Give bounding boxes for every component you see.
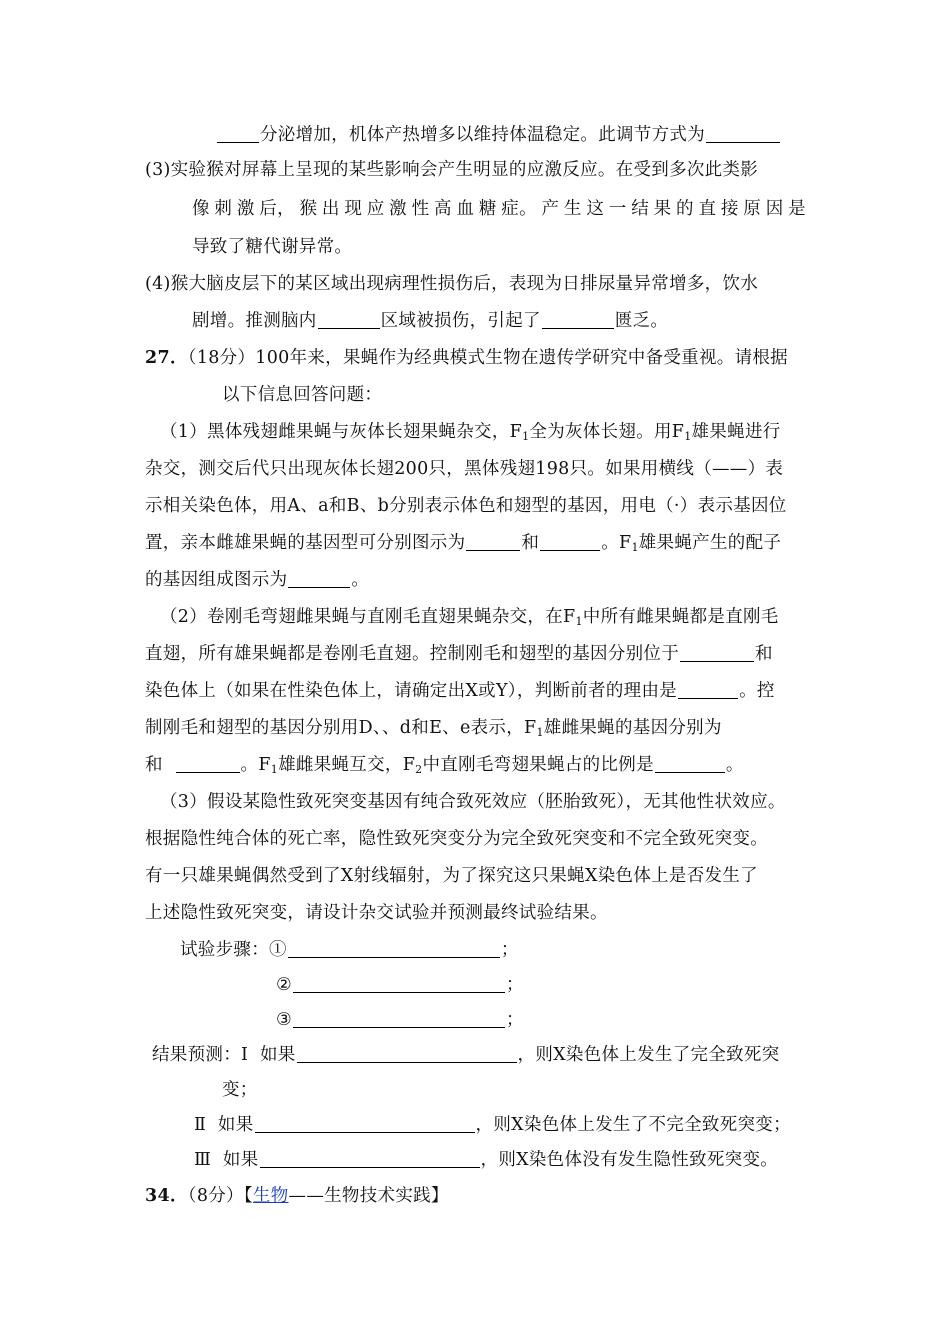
text-segment: 有一只雄果蝇偶然受到了X射线辐射，为了探究这只果蝇X染色体上是否发生了	[145, 866, 758, 886]
answer-blank[interactable]	[655, 755, 725, 773]
answer-blank[interactable]	[288, 940, 500, 958]
text-line-3	[192, 198, 806, 220]
text-line-9	[160, 421, 781, 448]
subscript: 1	[270, 763, 279, 776]
text-segment: 直翅，所有雄果蝇都是卷刚毛直翅。控制刚毛和翅型的基因分别位于	[145, 644, 679, 664]
question-34-header	[145, 1185, 449, 1207]
answer-blank[interactable]	[542, 311, 614, 329]
text-segment: 雄果蝇进行	[691, 422, 781, 442]
answer-blank[interactable]	[318, 311, 380, 329]
text-segment: ，则X染色体没有发生隐性致死突变。	[480, 1150, 779, 1170]
subscript: 1	[631, 541, 639, 554]
text-segment: 和	[521, 533, 540, 553]
text-segment: 置，亲本雌雄果蝇的基因型可分别图示为	[145, 533, 466, 553]
text-segment: 和	[755, 644, 773, 664]
text-line-22	[145, 902, 608, 924]
text-segment: （8分）【	[187, 1186, 253, 1206]
text-line-19	[160, 791, 786, 813]
text-segment: 制刚毛和翅型的基因分别用D、、d和E、e表示，F	[145, 718, 537, 738]
text-segment: Ⅲ 如果	[194, 1150, 259, 1170]
text-line-13	[145, 569, 369, 591]
text-segment: 。	[351, 570, 370, 590]
text-segment: （1）黑体残翅雌果蝇与灰体长翅果蝇杂交，F	[160, 422, 523, 442]
answer-blank[interactable]	[293, 1010, 505, 1028]
biology-link[interactable]: 生物	[252, 1186, 289, 1206]
text-segment: 和	[145, 755, 163, 775]
text-line-20	[145, 828, 768, 850]
question-number: 27．	[145, 348, 188, 368]
char: 接	[720, 199, 739, 219]
subscript: 1	[684, 430, 692, 443]
text-segment: 匮乏。	[614, 311, 669, 331]
char: 是	[788, 199, 806, 219]
answer-blank[interactable]	[293, 975, 505, 993]
text-segment: ；	[500, 940, 519, 960]
subscript: 1	[536, 726, 544, 739]
answer-blank[interactable]	[255, 1115, 475, 1133]
char: 像	[192, 199, 210, 219]
text-segment: 。F	[601, 533, 632, 553]
char: 高	[434, 199, 452, 219]
experiment-step-3	[276, 1009, 524, 1031]
char: 激	[389, 199, 407, 219]
text-line-6	[192, 310, 668, 332]
text-line-16	[145, 680, 775, 702]
answer-blank[interactable]	[176, 755, 240, 773]
text-segment: 中直刚毛弯翅果蝇占的比例是	[422, 755, 654, 775]
text-segment: （3）假设某隐性致死突变基因有纯合致死效应（胚胎致死），无其他性状效应。	[160, 792, 786, 812]
char: 一	[608, 199, 627, 219]
char: 后，	[259, 199, 295, 219]
question-number: 34．	[145, 1186, 188, 1206]
question-27-header	[145, 347, 788, 369]
text-segment: 。	[725, 755, 744, 775]
result-prediction-1	[152, 1044, 780, 1066]
text-segment: 区域被损伤，引起了	[380, 311, 541, 331]
text-line-27	[222, 1079, 258, 1101]
text-segment: ；	[506, 975, 524, 995]
text-line-2	[145, 159, 758, 181]
text-segment: 分泌增加，机体产热增多以维持体温稳定。此调节方式为	[260, 125, 705, 145]
experiment-step-1	[180, 939, 519, 961]
text-segment: 。控	[739, 681, 775, 701]
char: 的	[676, 199, 694, 219]
answer-blank[interactable]	[706, 125, 780, 143]
answer-blank[interactable]	[217, 125, 259, 143]
text-segment: Ⅱ 如果	[194, 1115, 254, 1135]
text-line-5	[145, 273, 758, 295]
text-segment: 全为灰体长翅。用F	[529, 422, 685, 442]
text-line-8	[222, 384, 382, 406]
char: 性	[411, 199, 430, 219]
text-line-15	[145, 643, 773, 665]
text-segment: 的基因组成图示为	[145, 570, 288, 590]
text-segment: ②	[276, 975, 292, 995]
char: 原	[743, 199, 762, 219]
text-line-18	[145, 754, 744, 781]
char: 血	[456, 199, 475, 219]
char: 生	[563, 199, 582, 219]
text-line-21	[145, 865, 758, 887]
text-line-4	[192, 236, 352, 258]
text-segment: 试验步骤：①	[180, 940, 287, 960]
answer-blank[interactable]	[540, 533, 600, 551]
text-segment: ；	[506, 1010, 524, 1030]
text-segment: 雄果蝇产生的配子	[638, 533, 782, 553]
char: 直	[698, 199, 717, 219]
text-segment: 中所有雌果蝇都是直刚毛	[582, 607, 779, 627]
subscript: 1	[522, 430, 530, 443]
char: 猴	[299, 199, 318, 219]
text-segment: 雄雌果蝇互交，F	[278, 755, 416, 775]
text-line-1	[216, 124, 781, 146]
char: 出	[321, 199, 340, 219]
text-segment: 根据隐性纯合体的死亡率，隐性致死突变分为完全致死突变和不完全致死突变。	[145, 829, 768, 849]
char: 应	[366, 199, 385, 219]
char: 结	[631, 199, 649, 219]
text-segment: ，则X染色体上发生了完全致死突	[517, 1045, 780, 1065]
char: 果	[653, 199, 672, 219]
answer-blank[interactable]	[678, 681, 738, 699]
text-segment: ——生物技术实践】	[288, 1186, 449, 1206]
text-segment: ，则X染色体上发生了不完全致死突变；	[475, 1115, 791, 1135]
text-segment: 剧增。推测脑内	[192, 311, 317, 331]
result-prediction-3	[194, 1149, 778, 1171]
text-segment: (4)猴大脑皮层下的某区域出现病理性损伤后，表现为日排尿量异常增多，饮水	[145, 274, 759, 294]
text-line-14	[160, 606, 779, 633]
text-segment: 示相关染色体，用A、a和B、b分别表示体色和翅型的基因，用电（·）表示基因位	[145, 496, 787, 516]
text-line-11	[145, 495, 787, 517]
char: 刺	[214, 199, 233, 219]
text-segment: （2）卷刚毛弯翅雌果蝇与直刚毛直翅果蝇杂交，在F	[160, 607, 576, 627]
text-line-17	[145, 717, 722, 744]
char: 因	[765, 199, 784, 219]
text-segment: 雄雌果蝇的基因分别为	[543, 718, 722, 738]
text-segment: 上述隐性致死突变，请设计杂交试验并预测最终试验结果。	[145, 903, 608, 923]
answer-blank[interactable]	[466, 533, 520, 551]
answer-blank[interactable]	[680, 644, 754, 662]
text-segment: 以下信息回答问题：	[222, 385, 383, 405]
text-segment: 导致了糖代谢异常。	[192, 237, 353, 257]
char: 症。	[501, 199, 537, 219]
char: 现	[344, 199, 363, 219]
answer-blank[interactable]	[260, 1150, 480, 1168]
char: 产	[541, 199, 560, 219]
text-line-12	[145, 532, 781, 559]
result-prediction-2	[194, 1114, 791, 1136]
text-line-10	[145, 458, 783, 480]
char: 这	[586, 199, 605, 219]
experiment-step-2	[276, 974, 524, 996]
char: 糖	[478, 199, 497, 219]
text-segment: 结果预测：Ⅰ 如果	[152, 1045, 296, 1065]
subscript: 1	[575, 615, 583, 628]
text-segment: (3)实验猴对屏幕上呈现的某些影响会产生明显的应激反应。在受到多次此类影	[145, 160, 759, 180]
subscript: 2	[415, 763, 423, 776]
text-segment: 染色体上（如果在性染色体上，请确定出X或Y），判断前者的理由是	[145, 681, 678, 701]
text-segment: 。F	[240, 755, 271, 775]
text-segment: （18分）100年来，果蝇作为经典模式生物在遗传学研究中备受重视。请根据	[187, 348, 788, 368]
char: 激	[236, 199, 255, 219]
answer-blank[interactable]	[297, 1045, 517, 1063]
answer-blank[interactable]	[288, 570, 350, 588]
text-segment: 变；	[222, 1080, 258, 1100]
text-segment: 杂交，测交后代只出现灰体长翅200只，黑体残翅198只。如果用横线（——）表	[145, 459, 784, 479]
text-segment: ③	[276, 1010, 292, 1030]
